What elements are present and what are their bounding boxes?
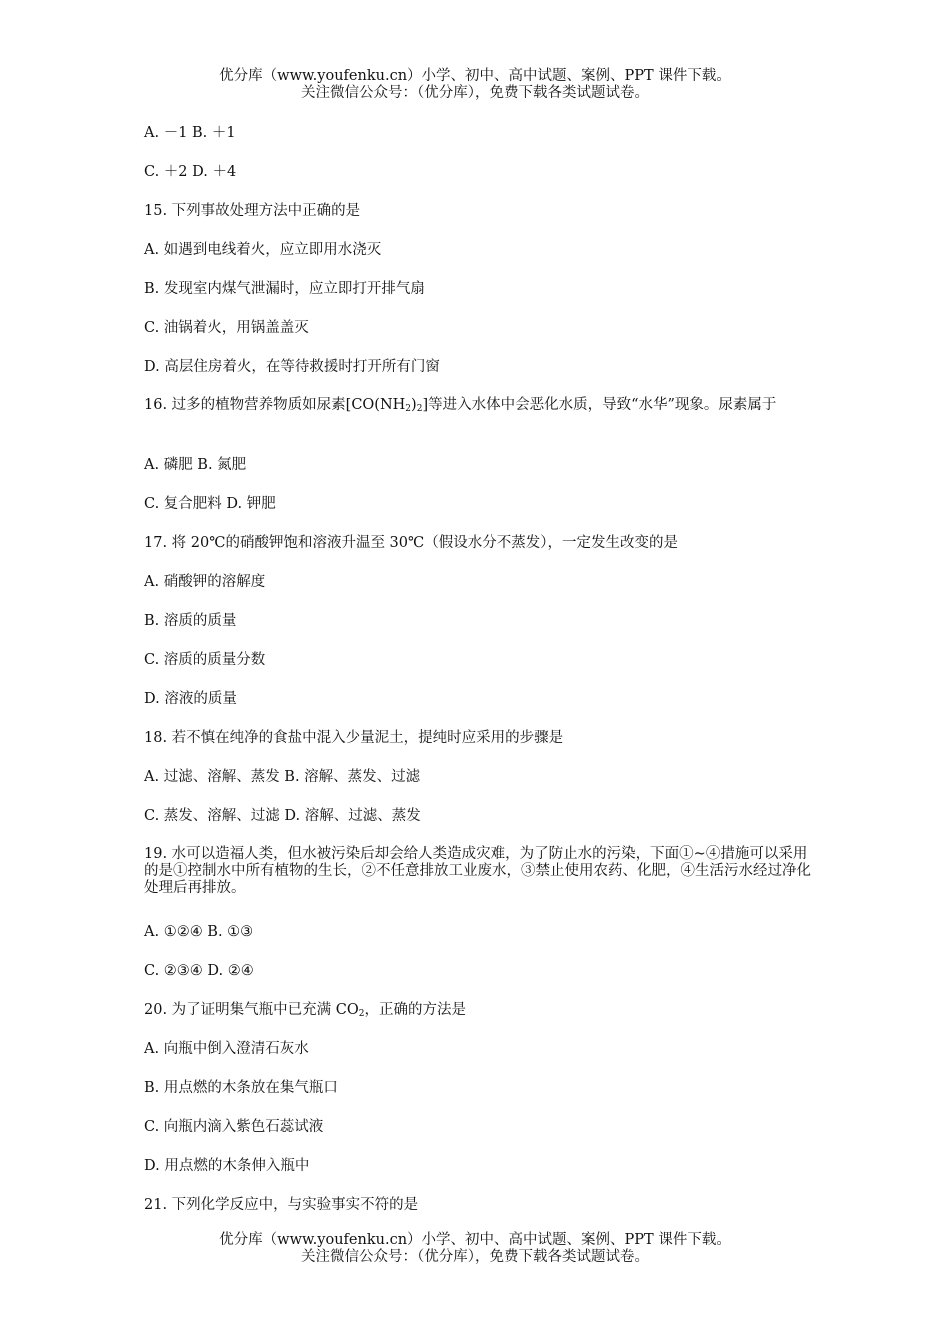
q15-option-c: C. 油锅着火，用锅盖盖灭 <box>144 320 309 336</box>
q17-option-a: A. 硝酸钾的溶解度 <box>144 574 266 590</box>
q20-option-a: A. 向瓶中倒入澄清石灰水 <box>144 1041 309 1057</box>
q20-stem-pre: 20. 为了证明集气瓶中已充满 CO <box>144 1002 359 1018</box>
q16-options-cd: C. 复合肥料 D. 钾肥 <box>144 496 276 512</box>
q20-option-c: C. 向瓶内滴入紫色石蕊试液 <box>144 1119 324 1135</box>
q20-stem-post: ，正确的方法是 <box>364 1002 466 1018</box>
header-line-1: 优分库（www.youfenku.cn）小学、初中、高中试题、案例、PPT 课件下载。 <box>219 68 731 84</box>
footer-line-1: 优分库（www.youfenku.cn）小学、初中、高中试题、案例、PPT 课件下载。 <box>219 1232 731 1248</box>
q16-stem-mid: ) <box>411 397 417 413</box>
q20-option-b: B. 用点燃的木条放在集气瓶口 <box>144 1080 338 1096</box>
page-footer <box>0 1232 950 1266</box>
q16-stem-post: ]等进入水体中会恶化水质，导致“水华”现象。尿素属于 <box>422 397 777 413</box>
q19-stem: 19. 水可以造福人类，但水被污染后却会给人类造成灾难，为了防止水的污染，下面①~④措施可以采用的是①控制水中所有植物的生长，②不任意排放工业废水，③禁止使用农药、化肥，④生活污水经过净化处理后再排放。 <box>144 846 811 896</box>
q16-stem-sub-1: 2 <box>405 404 412 414</box>
q16-options-ab: A. 磷肥 B. 氮肥 <box>144 457 247 473</box>
q17-stem: 17. 将 20℃的硝酸钾饱和溶液升温至 30℃（假设水分不蒸发），一定发生改变的是 <box>144 535 678 551</box>
q16-stem-sub-2: 2 <box>416 404 423 414</box>
footer-line-2: 关注微信公众号：（优分库），免费下载各类试题试卷。 <box>301 1249 649 1265</box>
q16-stem-pre: 16. 过多的植物营养物质如尿素[CO(NH <box>144 397 406 413</box>
q20-stem <box>144 1001 812 1040</box>
q18-stem: 18. 若不慎在纯净的食盐中混入少量泥土，提纯时应采用的步骤是 <box>144 730 564 746</box>
q21-stem: 21. 下列化学反应中，与实验事实不符的是 <box>144 1197 419 1213</box>
q19-options-ab: A. ①②④ B. ①③ <box>144 924 254 940</box>
q15-option-a: A. 如遇到电线着火，应立即用水浇灭 <box>144 242 382 258</box>
q15-option-b: B. 发现室内煤气泄漏时，应立即打开排气扇 <box>144 281 425 297</box>
q15-option-d: D. 高层住房着火，在等待救援时打开所有门窗 <box>144 359 440 375</box>
q17-option-c: C. 溶质的质量分数 <box>144 652 266 668</box>
q18-options-ab: A. 过滤、溶解、蒸发 B. 溶解、蒸发、过滤 <box>144 769 421 785</box>
q18-options-cd: C. 蒸发、溶解、过滤 D. 溶解、过滤、蒸发 <box>144 808 421 824</box>
page-header <box>0 68 950 102</box>
question-content <box>144 124 812 1235</box>
q14-options-ab: A. －1 B. ＋1 <box>144 125 236 141</box>
q17-option-d: D. 溶液的质量 <box>144 691 237 707</box>
q17-option-b: B. 溶质的质量 <box>144 613 237 629</box>
q19-options-cd: C. ②③④ D. ②④ <box>144 963 254 979</box>
q15-stem: 15. 下列事故处理方法中正确的是 <box>144 203 361 219</box>
q16-stem <box>144 397 812 456</box>
q20-option-d: D. 用点燃的木条伸入瓶中 <box>144 1158 310 1174</box>
q14-options-cd: C. ＋2 D. ＋4 <box>144 164 237 180</box>
header-line-2: 关注微信公众号：（优分库），免费下载各类试题试卷。 <box>301 85 649 101</box>
q20-stem-sub: 2 <box>358 1009 365 1019</box>
